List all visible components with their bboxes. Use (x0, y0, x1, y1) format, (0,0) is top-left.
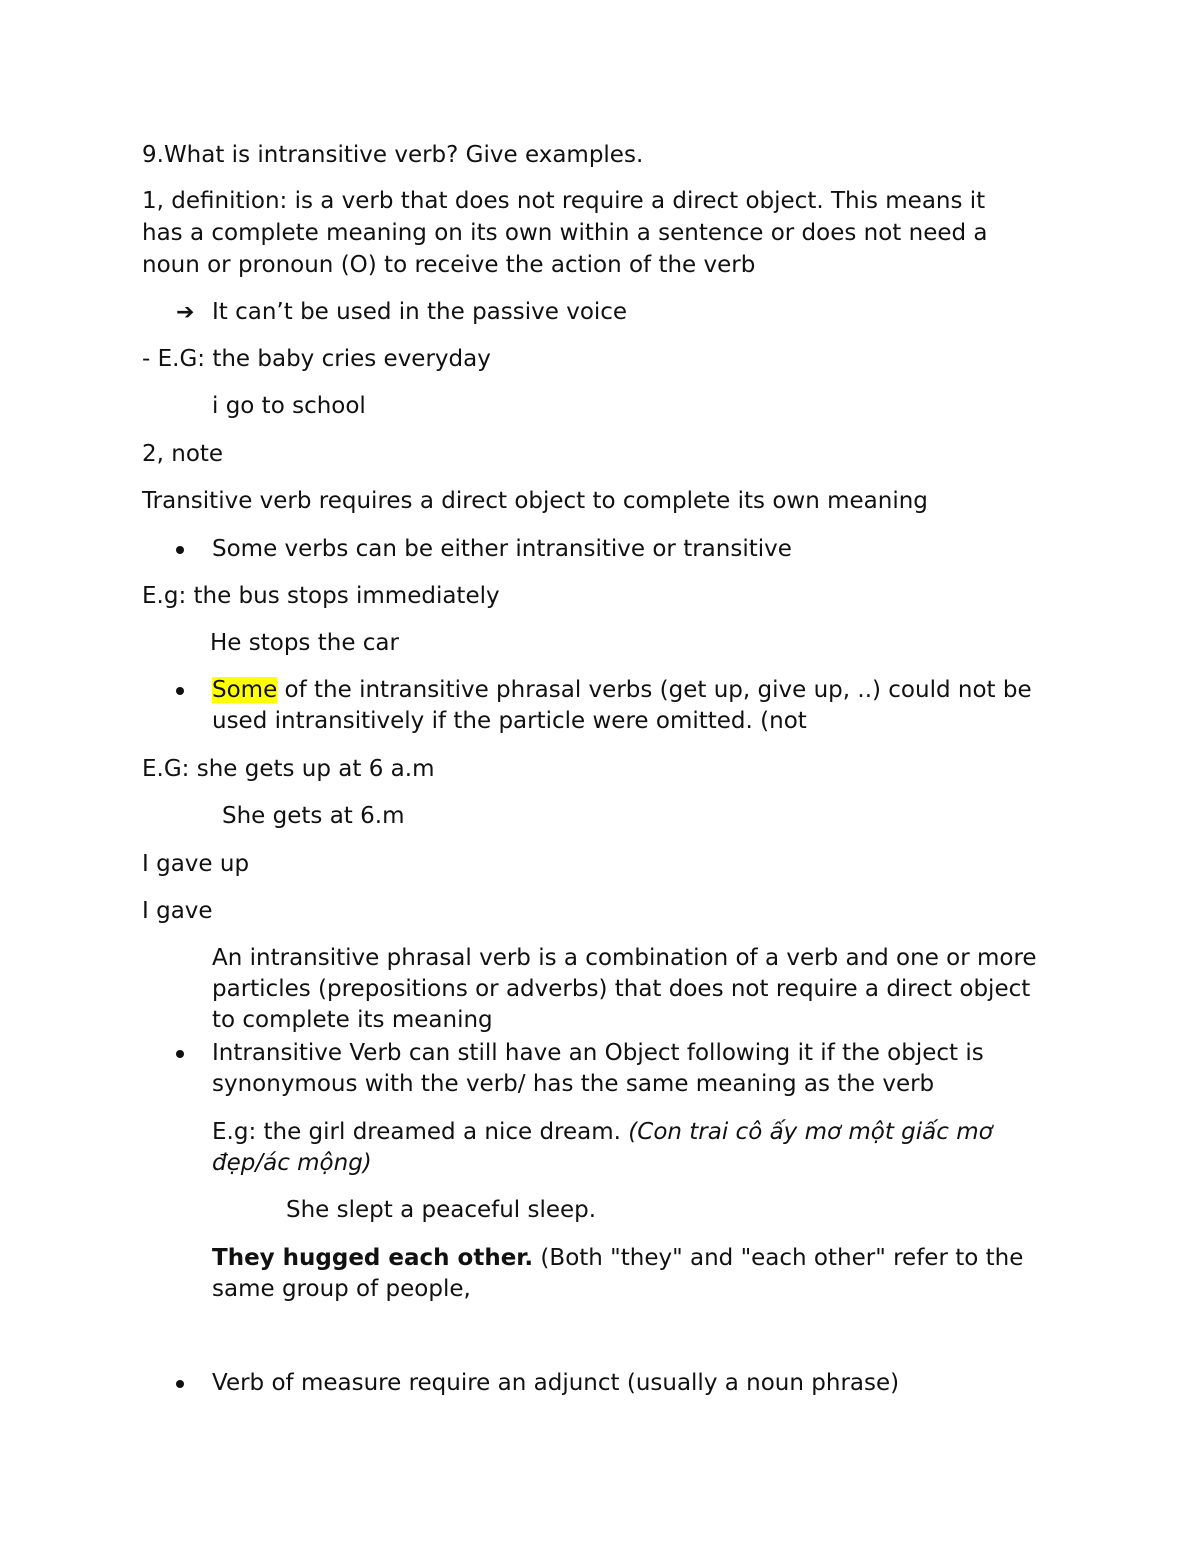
example-hug-rest: (Both "they" and "each other" refer to the (533, 1245, 1024, 1271)
bullet-either-verbs: Some verbs can be either intransitive or transitive (212, 536, 792, 562)
arrow-icon: ➔ (176, 300, 195, 325)
example-school: i go to school (212, 393, 366, 419)
bullet-icon (176, 1050, 184, 1058)
example-gets-up: E.G: she gets up at 6 a.m (142, 756, 435, 782)
example-car: He stops the car (210, 630, 399, 656)
phrasal-definition-line-2: particles (prepositions or adverbs) that does not require a direct object (212, 976, 1031, 1002)
highlighted-word: Some (212, 677, 278, 703)
note-heading: 2, note (142, 441, 224, 467)
example-dream-text: E.g: the girl dreamed a nice dream. (212, 1119, 629, 1145)
example-dream-line-1 (212, 1117, 993, 1148)
bullet-phrasal-line-2: used intransitively if the particle were omitted. (not (212, 708, 807, 734)
definition-line-3: noun or pronoun (O) to receive the action of the verb (142, 252, 756, 278)
example-hug-line-2: same group of people, (212, 1276, 471, 1302)
example-gave: I gave (142, 898, 213, 924)
bullet-phrasal-line-1 (212, 675, 1032, 706)
bullet-object-line-2: synonymous with the verb/ has the same meaning as the verb (212, 1071, 935, 1097)
example-gave-up: I gave up (142, 851, 250, 877)
example-gets: She gets at 6.m (222, 803, 405, 829)
example-bus: E.g: the bus stops immediately (142, 583, 500, 609)
bullet-object-line-1: Intransitive Verb can still have an Object following it if the object is (212, 1040, 984, 1066)
transitive-definition: Transitive verb requires a direct object to complete its own meaning (142, 488, 928, 514)
example-baby: - E.G: the baby cries everyday (142, 346, 491, 372)
bullet-icon (176, 1380, 184, 1388)
example-dream-translation: (Con trai cô ấy mơ một giấc mơ (628, 1119, 993, 1145)
example-hug-bold: They hugged each other. (212, 1245, 534, 1271)
phrasal-definition-line-1: An intransitive phrasal verb is a combination of a verb and one or more (212, 945, 1037, 971)
bullet-icon (176, 687, 184, 695)
bullet-measure: Verb of measure require an adjunct (usually a noun phrase) (212, 1370, 900, 1396)
passive-note: It can’t be used in the passive voice (212, 299, 628, 325)
example-dream-line-2: đẹp/ác mộng) (212, 1150, 372, 1176)
definition-line-1: 1, definition: is a verb that does not require a direct object. This means it (142, 188, 986, 214)
example-hug-line-1 (212, 1243, 1023, 1274)
definition-line-2: has a complete meaning on its own within a sentence or does not need a (142, 220, 988, 246)
question-title: 9.What is intransitive verb? Give examples. (142, 142, 644, 168)
example-sleep: She slept a peaceful sleep. (286, 1197, 597, 1223)
bullet-icon (176, 546, 184, 554)
phrasal-definition-line-3: to complete its meaning (212, 1007, 493, 1033)
bullet-phrasal-rest: of the intransitive phrasal verbs (get up, give up, ..) could not be (277, 677, 1032, 703)
